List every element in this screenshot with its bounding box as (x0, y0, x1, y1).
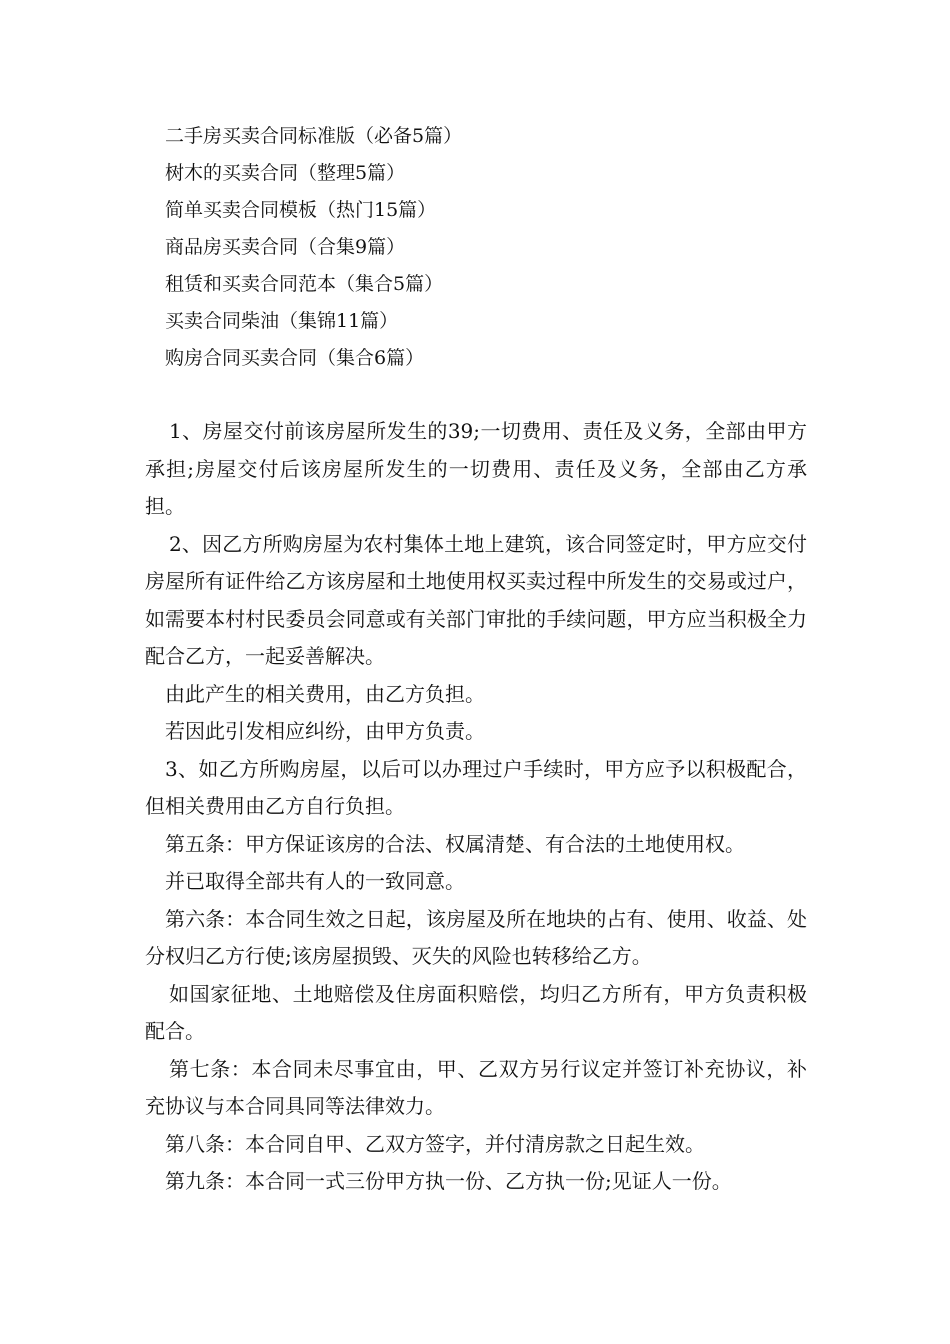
contract-paragraph: 并已取得全部共有人的一致同意。 (165, 869, 465, 893)
contract-paragraph: 第八条：本合同自甲、乙双方签字，并付清房款之日起生效。 (165, 1131, 705, 1156)
related-article-link[interactable]: 树木的买卖合同（整理5篇） (165, 162, 406, 184)
related-article-link[interactable]: 租赁和买卖合同范本（集合5篇） (165, 273, 444, 295)
related-article-link[interactable]: 简单买卖合同模板（热门15篇） (165, 199, 437, 221)
contract-body (145, 413, 807, 1201)
related-article-link[interactable]: 买卖合同柴油（集锦11篇） (165, 310, 399, 332)
related-articles-list (165, 118, 865, 377)
related-article-link[interactable]: 商品房买卖合同（合集9篇） (165, 236, 406, 258)
contract-paragraph: 3、如乙方所购房屋，以后可以办理过户手续时，甲方应予以积极配合，但相关费用由乙方自行负担。 (145, 756, 807, 818)
related-article-link[interactable]: 二手房买卖合同标准版（必备5篇） (165, 125, 463, 147)
contract-paragraph: 如国家征地、土地赔偿及住房面积赔偿，均归乙方所有，甲方负责积极配合。 (145, 981, 807, 1043)
contract-paragraph: 第五条：甲方保证该房的合法、权属清楚、有合法的土地使用权。 (165, 831, 745, 856)
contract-paragraph: 由此产生的相关费用，由乙方负担。 (165, 681, 485, 706)
contract-paragraph: 2、因乙方所购房屋为农村集体土地上建筑，该合同签定时，甲方应交付房屋所有证件给乙方该房屋和土地使用权买卖过程中所发生的交易或过户，如需要本村村民委员会同意或有关部门审批的手续问题，甲方应当积极全力配合乙方，一起妥善解决。 (145, 531, 807, 668)
contract-paragraph: 第九条：本合同一式三份甲方执一份、乙方执一份;见证人一份。 (165, 1169, 732, 1193)
contract-paragraph: 第七条：本合同未尽事宜由，甲、乙双方另行议定并签订补充协议，补充协议与本合同具同等法律效力。 (145, 1056, 807, 1118)
related-article-link[interactable]: 购房合同买卖合同（集合6篇） (165, 347, 425, 369)
contract-paragraph: 1、房屋交付前该房屋所发生的39;一切费用、责任及义务，全部由甲方承担;房屋交付后该房屋所发生的一切费用、责任及义务，全部由乙方承担。 (145, 419, 807, 518)
contract-paragraph: 第六条：本合同生效之日起，该房屋及所在地块的占有、使用、收益、处分权归乙方行使;该房屋损毁、灭失的风险也转移给乙方。 (145, 906, 807, 968)
contract-paragraph: 若因此引发相应纠纷，由甲方负责。 (165, 719, 485, 743)
